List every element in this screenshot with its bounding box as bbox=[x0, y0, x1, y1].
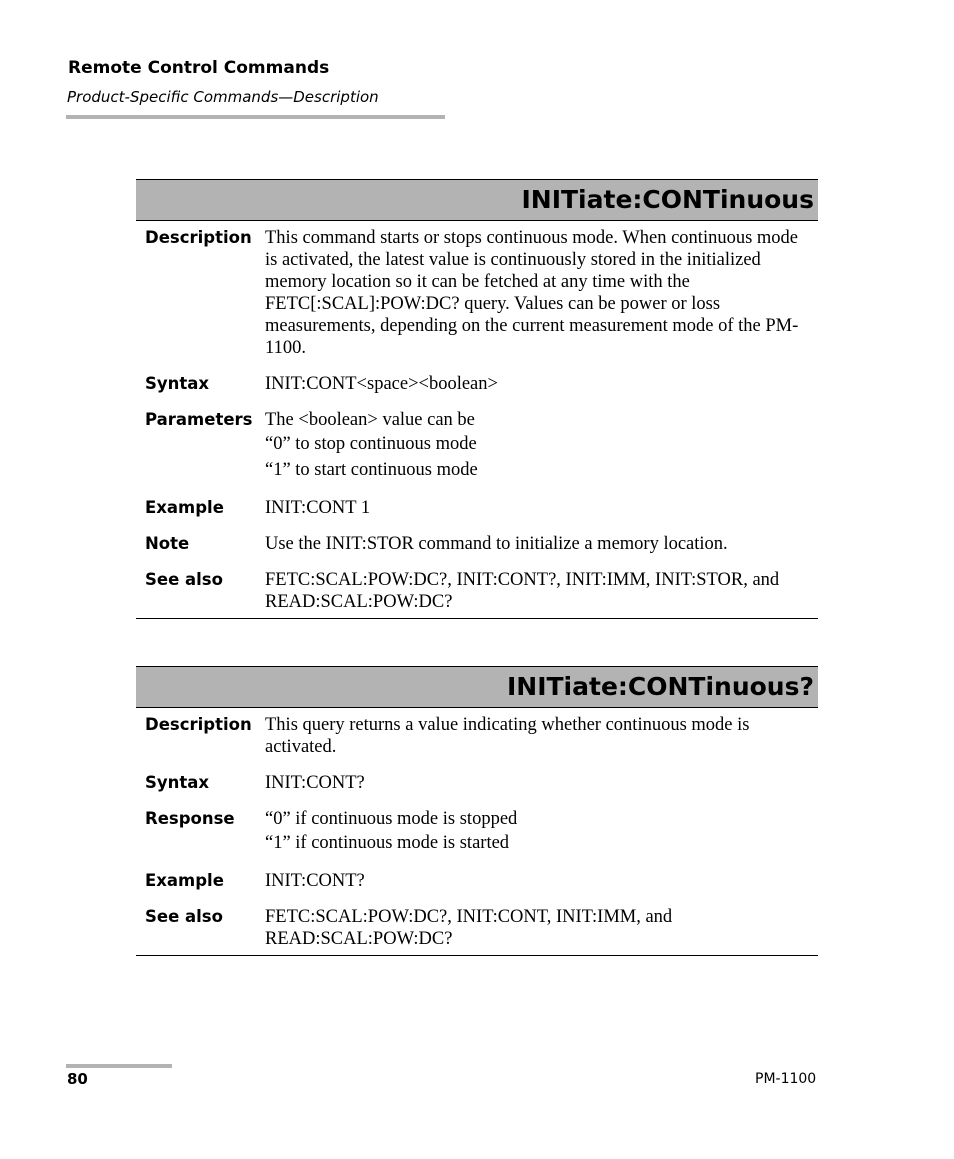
footer-divider bbox=[66, 1064, 172, 1068]
field-text: INIT:CONT? bbox=[265, 773, 365, 793]
field-value bbox=[265, 409, 818, 483]
field-row-response bbox=[136, 808, 818, 856]
field-label: Note bbox=[145, 534, 190, 553]
field-row-note bbox=[136, 533, 818, 555]
field-value bbox=[265, 808, 818, 856]
field-row-see-also bbox=[136, 569, 818, 613]
field-row-see-also bbox=[136, 906, 818, 950]
field-value bbox=[265, 772, 818, 794]
field-label: Parameters bbox=[145, 410, 253, 429]
field-text: “1” if continuous mode is started bbox=[265, 833, 510, 853]
field-label: Syntax bbox=[145, 374, 210, 393]
field-value bbox=[265, 714, 818, 758]
section-title: INITiate:CONTinuous? bbox=[136, 666, 818, 708]
field-label: See also bbox=[145, 907, 223, 926]
command-section-init-cont bbox=[136, 179, 818, 619]
field-value bbox=[265, 533, 818, 555]
command-section-init-cont-query bbox=[136, 666, 818, 956]
running-header-subtitle: Product-Specific Commands—Description bbox=[67, 88, 379, 106]
field-row-parameters bbox=[136, 409, 818, 483]
field-label: Syntax bbox=[145, 773, 210, 792]
field-label: Example bbox=[145, 498, 224, 517]
header-divider bbox=[66, 115, 445, 119]
field-row-syntax bbox=[136, 772, 818, 794]
field-label: Description bbox=[145, 715, 252, 734]
field-value bbox=[265, 227, 818, 359]
field-row-description bbox=[136, 227, 818, 359]
running-header-title: Remote Control Commands bbox=[68, 58, 330, 78]
field-value bbox=[265, 569, 818, 613]
field-row-description bbox=[136, 714, 818, 758]
section-title: INITiate:CONTinuous bbox=[136, 179, 818, 221]
field-text: The <boolean> value can be bbox=[265, 410, 475, 430]
field-value bbox=[265, 906, 818, 950]
field-label: Response bbox=[145, 809, 235, 828]
field-label: Description bbox=[145, 228, 252, 247]
product-name: PM-1100 bbox=[755, 1071, 817, 1087]
field-text: “0” to stop continuous mode bbox=[265, 434, 477, 454]
field-row-example bbox=[136, 870, 818, 892]
field-text: “0” if continuous mode is stopped bbox=[265, 809, 518, 829]
field-text: “1” to start continuous mode bbox=[265, 460, 478, 480]
field-value bbox=[265, 497, 818, 519]
field-text: INIT:CONT? bbox=[265, 871, 365, 891]
field-value bbox=[265, 870, 818, 892]
field-text: FETC:SCAL:POW:DC?, INIT:CONT, INIT:IMM, and READ:SCAL:POW:DC? bbox=[265, 907, 673, 949]
field-row-syntax bbox=[136, 373, 818, 395]
field-row-example bbox=[136, 497, 818, 519]
field-label: See also bbox=[145, 570, 223, 589]
field-text: Use the INIT:STOR command to initialize a memory location. bbox=[265, 534, 728, 554]
field-label: Example bbox=[145, 871, 224, 890]
field-text: This query returns a value indicating whether continuous mode is activated. bbox=[265, 715, 750, 757]
field-text: FETC:SCAL:POW:DC?, INIT:CONT?, INIT:IMM, INIT:STOR, and READ:SCAL:POW:DC? bbox=[265, 570, 780, 612]
field-text: This command starts or stops continuous mode. When continuous mode is activated, the latest value is continuously stored in the initialized memory location so it can be fetched at any time with the FETC[:SCAL]:POW:DC? query. Values can be power or loss measurements, depending on the current measurement mode of the PM-1100. bbox=[265, 228, 799, 358]
page-number: 80 bbox=[67, 1070, 88, 1088]
field-value bbox=[265, 373, 818, 395]
field-text: INIT:CONT 1 bbox=[265, 498, 371, 518]
field-text: INIT:CONT<space><boolean> bbox=[265, 374, 498, 394]
